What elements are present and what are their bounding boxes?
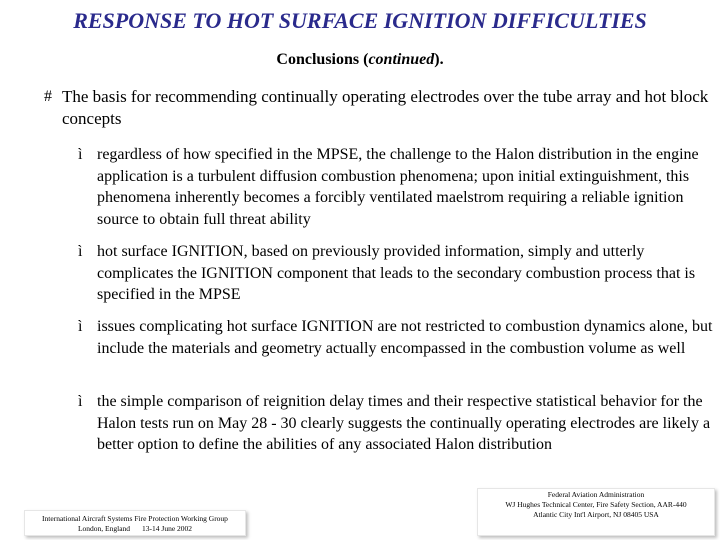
- sub-bullet-text: issues complicating hot surface IGNITION are not restricted to combustion dynamics alone, but include the materials and geometry actually encompassed in the combustion volume as well: [97, 318, 713, 357]
- footer-right: [477, 488, 715, 536]
- sub-bullet-text: hot surface IGNITION, based on previously provided information, simply and utterly complicates the IGNITION component that leads to the secondary combustion process that is specified in the MPSE: [97, 243, 696, 303]
- subtitle-text: Conclusions (: [276, 51, 369, 68]
- arrow-bullet-icon: ì: [78, 146, 83, 163]
- sub-bullet-4: [78, 391, 717, 456]
- arrow-bullet-icon: ì: [78, 318, 83, 335]
- arrow-bullet-icon: ì: [78, 243, 83, 260]
- slide-title: RESPONSE TO HOT SURFACE IGNITION DIFFICULTIES: [73, 8, 647, 33]
- sub-bullet-2: [78, 241, 717, 306]
- main-bullet: [44, 86, 718, 130]
- sub-bullet-1: [78, 144, 717, 230]
- footer-right-line2: WJ Hughes Technical Center, Fire Safety Section, AAR-440: [505, 500, 687, 509]
- footer-left-line1: International Aircraft Systems Fire Protection Working Group: [42, 514, 228, 523]
- footer-left-line2: [25, 524, 245, 534]
- arrow-bullet-icon: ì: [78, 393, 83, 410]
- sub-bullet-text: the simple comparison of reignition delay times and their respective statistical behavior for the Halon tests run on May 28 - 30 clearly suggests the continually operating electrodes are likely a better option to define the abilities of any associated Halon distribution: [97, 393, 711, 453]
- main-bullet-text: The basis for recommending continually operating electrodes over the tube array and hot block concepts: [62, 87, 709, 128]
- footer-right-line1: Federal Aviation Administration: [547, 490, 645, 499]
- footer-location: London, England: [77, 524, 131, 533]
- slide-subtitle: [0, 51, 720, 69]
- subtitle-italic: continued: [368, 51, 435, 68]
- hash-bullet-icon: #: [44, 88, 52, 105]
- footer-right-line3: Atlantic City Int'l Airport, NJ 08405 USA: [533, 510, 659, 519]
- footer-left: [24, 510, 246, 536]
- sub-bullet-3: [78, 316, 717, 359]
- sub-bullet-text: regardless of how specified in the MPSE, the challenge to the Halon distribution in the engine application is a turbulent diffusion combustion phenomena; upon initial extinguishment, this phenomena inherently becomes a forcibly ventilated maelstrom requiring a reliable ignition source to obtain full threat ability: [97, 146, 699, 228]
- footer-date: 13-14 June 2002: [142, 524, 193, 533]
- subtitle-end: ).: [434, 51, 444, 68]
